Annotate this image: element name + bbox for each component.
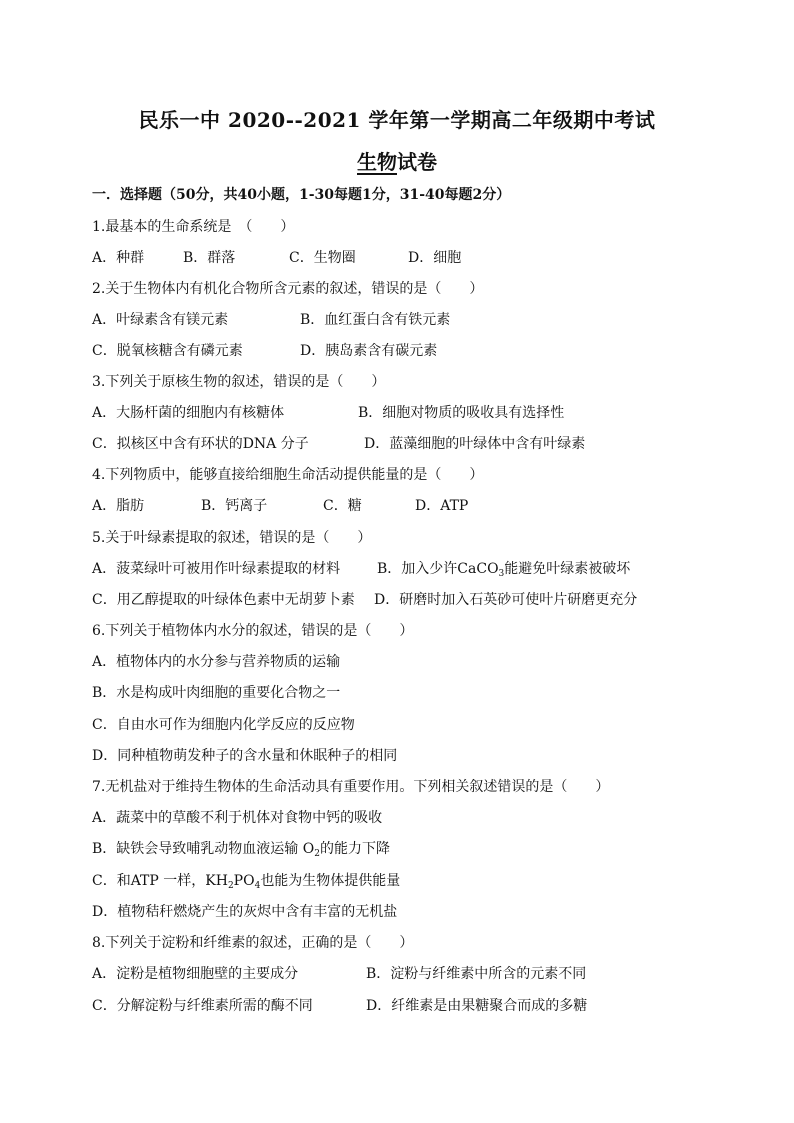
question-4-stem: 4.下列物质中，能够直接给细胞生命活动提供能量的是（ ） [92, 467, 484, 483]
question-6-stem: 6.下列关于植物体内水分的叙述，错误的是（ ） [92, 623, 414, 639]
q4-option-d: D．ATP [415, 498, 469, 514]
q7-option-c-suffix: 也能为生物体提供能量 [260, 873, 401, 889]
q6-option-c: C．自由水可作为细胞内化学反应的反应物 [92, 717, 355, 733]
subtitle-suffix: 试卷 [397, 150, 437, 174]
q7-o4-sub: 4 [254, 881, 261, 891]
q7-option-a: A．蔬菜中的草酸不利于机体对食物中钙的吸收 [92, 810, 383, 826]
q1-option-d: D．细胞 [408, 250, 462, 266]
q5-option-b-prefix: B．加入少许 [377, 561, 458, 577]
q5-option-a: A．菠菜绿叶可被用作叶绿素提取的材料 [92, 561, 341, 577]
q4-option-c: C．糖 [323, 498, 362, 514]
q1-option-a: A．种群 [92, 250, 145, 266]
q3-option-b: B．细胞对物质的吸收具有选择性 [358, 405, 565, 421]
q8-option-d: D．纤维素是由果糖聚合而成的多糖 [366, 998, 588, 1014]
q3-option-a: A．大肠杆菌的细胞内有核糖体 [92, 405, 285, 421]
question-7-stem: 7.无机盐对于维持生物体的生命活动具有重要作用。下列相关叙述错误的是（ ） [92, 779, 610, 795]
q6-option-b: B．水是构成叶肉细胞的重要化合物之一 [92, 685, 341, 701]
q1-option-c: C．生物圈 [289, 250, 356, 266]
question-3-stem: 3.下列关于原核生物的叙述，错误的是（ ） [92, 374, 386, 390]
q7-o2-sub: 2 [314, 849, 320, 859]
q2-option-a: A．叶绿素含有镁元素 [92, 312, 229, 328]
q7-option-d: D．植物秸秆燃烧产生的灰烬中含有丰富的无机盐 [92, 904, 398, 920]
q7-option-b-prefix: B．缺铁会导致哺乳动物血液运输 O [92, 841, 315, 857]
q7-option-b [92, 840, 390, 858]
q5-option-d: D．研磨时加入石英砂可使叶片研磨更充分 [374, 592, 638, 608]
q6-option-a: A．植物体内的水分参与营养物质的运输 [92, 654, 341, 670]
q7-option-c-prefix: C．和ATP 一样，KH [92, 873, 228, 889]
question-8-stem: 8.下列关于淀粉和纤维素的叙述，正确的是（ ） [92, 935, 414, 951]
q5-formula-sub: 3 [498, 569, 505, 579]
q7-h2-sub: 2 [227, 881, 234, 891]
q6-option-d: D．同种植物萌发种子的含水量和休眠种子的相同 [92, 748, 398, 764]
exam-title: 民乐一中 2020--2021 学年第一学期高二年级期中考试 [138, 108, 656, 132]
q3-option-c: C．拟核区中含有环状的DNA 分子 [92, 436, 309, 452]
q7-option-c [92, 872, 400, 890]
q8-option-a: A．淀粉是植物细胞壁的主要成分 [92, 966, 299, 982]
q5-formula-caco3: CaCO [457, 561, 499, 577]
q2-option-b: B．血红蛋白含有铁元素 [300, 312, 451, 328]
q7-option-b-suffix: 的能力下降 [319, 841, 390, 857]
q5-option-c: C．用乙醇提取的叶绿体色素中无胡萝卜素 [92, 592, 355, 608]
question-1-stem: 1.最基本的生命系统是 （ ） [92, 219, 295, 235]
exam-subtitle [0, 146, 794, 175]
q2-option-d: D．胰岛素含有碳元素 [300, 343, 438, 359]
q2-option-c: C．脱氧核糖含有磷元素 [92, 343, 243, 359]
q7-po-text: PO [233, 873, 255, 889]
q4-option-b: B．钙离子 [201, 498, 268, 514]
q8-option-c: C．分解淀粉与纤维素所需的酶不同 [92, 998, 313, 1014]
q4-option-a: A．脂肪 [92, 498, 145, 514]
q5-option-b-suffix: 能避免叶绿素被破坏 [504, 561, 631, 577]
question-5-stem: 5.关于叶绿素提取的叙述，错误的是（ ） [92, 530, 372, 546]
q8-option-b: B．淀粉与纤维素中所含的元素不同 [366, 966, 587, 982]
question-2-stem: 2.关于生物体内有机化合物所含元素的叙述，错误的是（ ） [92, 281, 484, 297]
q3-option-d: D．蓝藻细胞的叶绿体中含有叶绿素 [364, 436, 586, 452]
q5-option-b [377, 560, 630, 578]
subject-name: 生物 [357, 150, 397, 174]
section-heading: 一．选择题（50分，共40小题，1-30每题1分，31-40每题2分） [92, 187, 511, 203]
q1-option-b: B．群落 [183, 250, 236, 266]
